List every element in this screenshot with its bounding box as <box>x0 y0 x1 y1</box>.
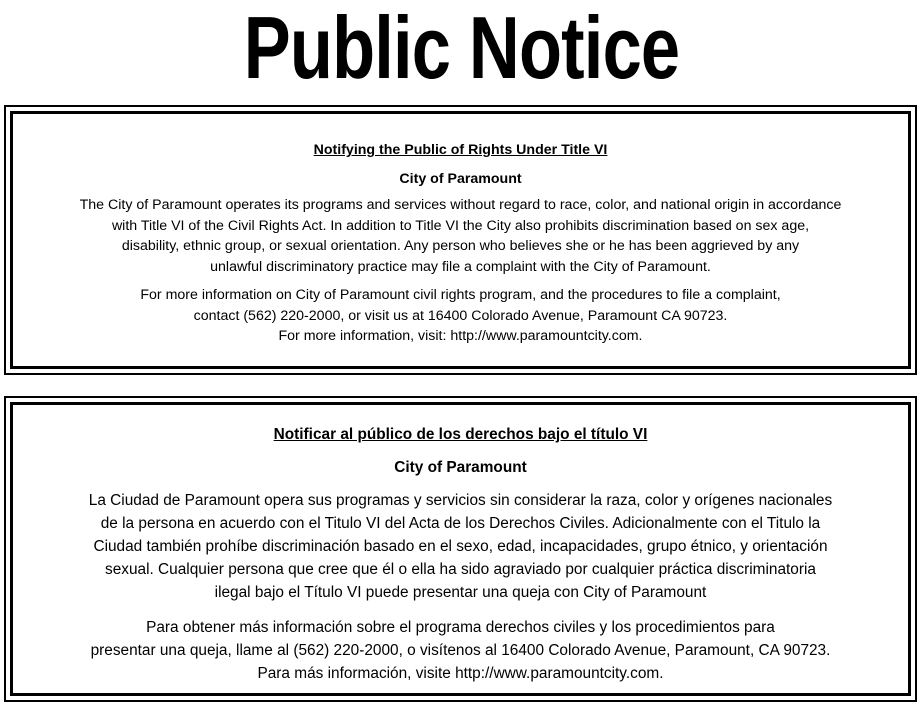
notice-heading-english: Notifying the Public of Rights Under Title VI <box>313 142 608 158</box>
body-line: disability, ethnic group, or sexual orientation. Any person who believes she or he has been aggrieved by any <box>121 238 800 254</box>
body-line: La Ciudad de Paramount opera sus programas y servicios sin considerar la raza, color y orígenes nacionales <box>88 492 833 509</box>
notice-spanish <box>4 396 917 702</box>
city-name-english: City of Paramount <box>399 170 522 187</box>
notice-english-inner <box>10 111 911 369</box>
notice-spanish-inner <box>10 402 911 696</box>
notice-body-spanish <box>13 489 908 604</box>
contact-line: For more information on City of Paramount civil rights program, and the procedures to file a complaint, <box>140 287 781 303</box>
notice-contact-spanish <box>13 616 908 685</box>
body-line: unlawful discriminatory practice may file a complaint with the City of Paramount. <box>210 258 711 275</box>
body-line: de la persona en acuerdo con el Titulo VI del Acta de los Derechos Civiles. Adicionalmente con el Titulo la <box>100 515 821 532</box>
contact-line: Para más información, visite http://www.paramountcity.com. <box>257 665 664 682</box>
city-name-spanish: City of Paramount <box>394 459 527 476</box>
body-line: ilegal bajo el Título VI puede presentar una queja con City of Paramount <box>214 584 707 601</box>
contact-line: presentar una queja, llame al (562) 220-2000, o visítenos al 16400 Colorado Avenue, Paramount, CA 90723. <box>90 642 831 659</box>
contact-line: For more information, visit: http://www.paramountcity.com. <box>278 328 643 344</box>
body-line: with Title VI of the Civil Rights Act. In addition to Title VI the City also prohibits discrimination based on sex age, <box>111 217 810 234</box>
body-line: sexual. Cualquier persona que cree que él o ella ha sido agraviado por cualquier práctica discriminatoria <box>105 561 816 578</box>
contact-line: contact (562) 220-2000, or visit us at 16400 Colorado Avenue, Paramount CA 90723. <box>193 307 728 324</box>
notice-contact-english <box>13 285 908 347</box>
notice-heading-spanish: Notificar al público de los derechos bajo el título VI <box>273 426 648 443</box>
notice-body-english <box>13 195 908 277</box>
contact-line: Para obtener más información sobre el programa derechos civiles y los procedimientos para <box>146 619 775 636</box>
notice-english <box>4 105 917 375</box>
body-line: Ciudad también prohíbe discriminación basado en el sexo, edad, incapacidades, grupo étnico, y orientación <box>93 538 828 555</box>
body-line: The City of Paramount operates its programs and services without regard to race, color, and national origin in accordance <box>79 197 842 213</box>
page-title: Public Notice <box>243 0 680 97</box>
